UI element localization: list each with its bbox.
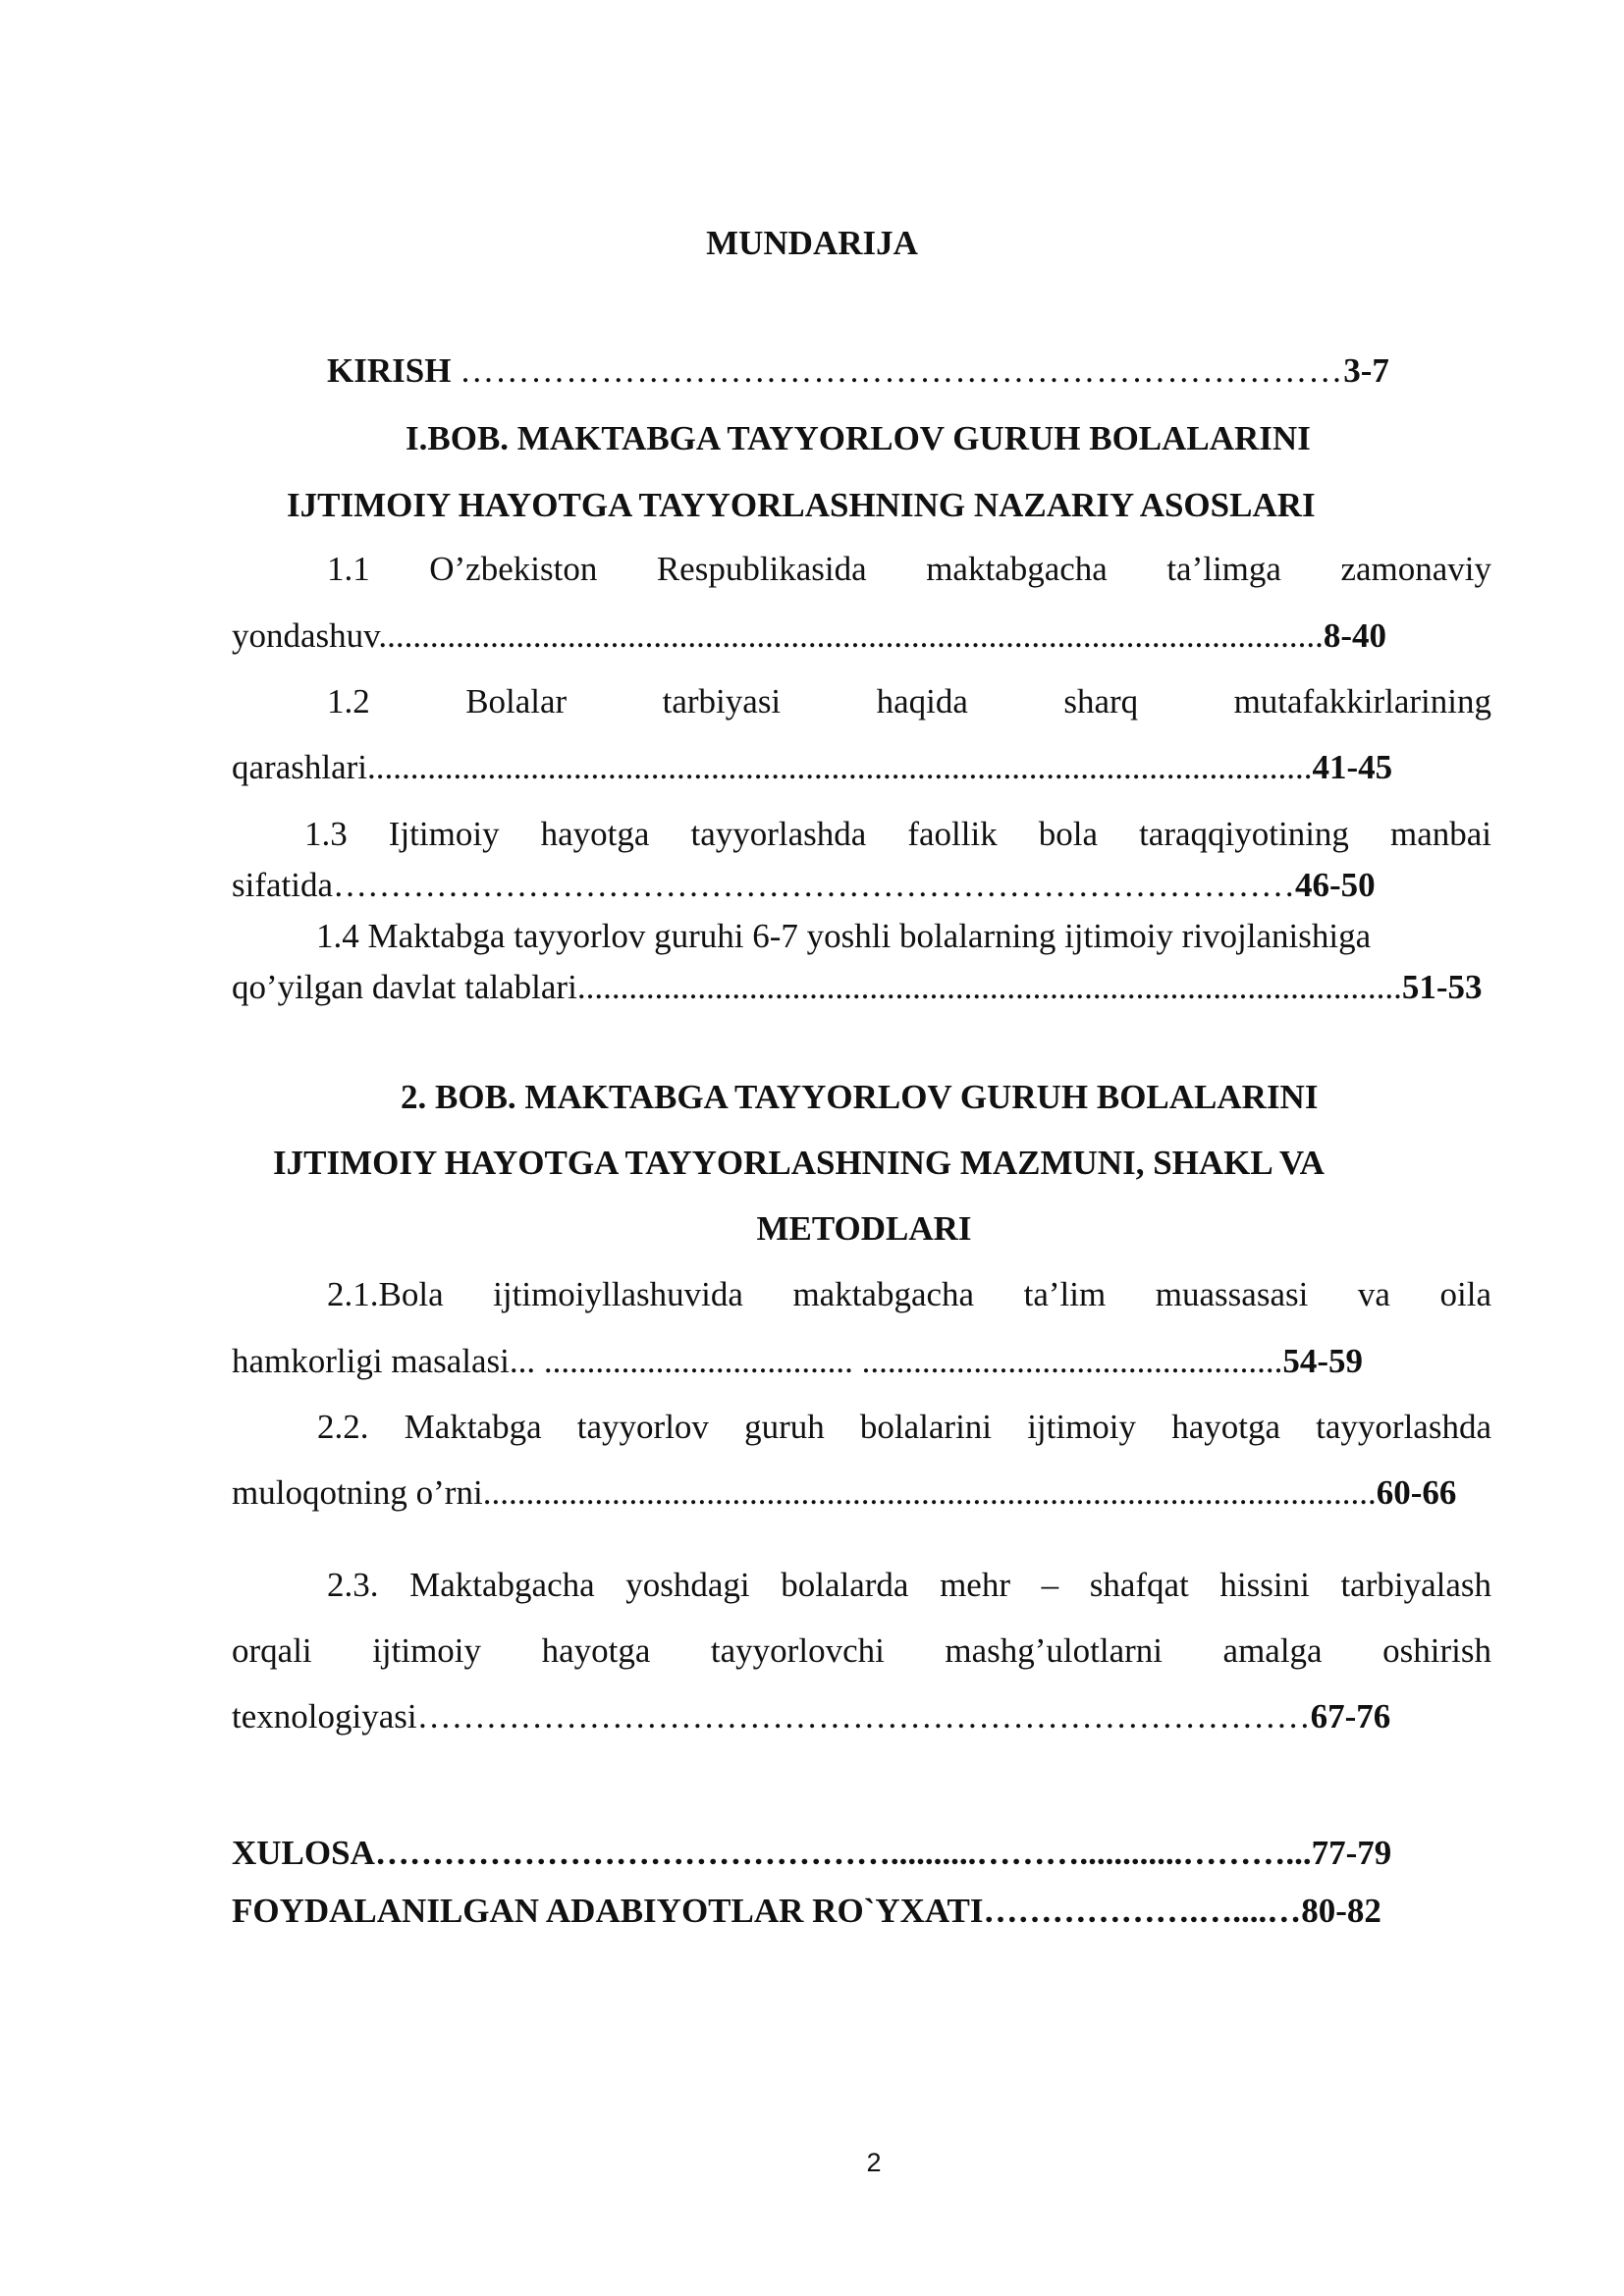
toc-item-1-2-line2[interactable]	[232, 748, 1392, 787]
leader-dots: ..............................................................................................................	[378, 616, 1324, 655]
page-range: 8-40	[1323, 616, 1387, 655]
page-range: 46-50	[1295, 866, 1376, 904]
chapter2-heading-line3: METODLARI	[756, 1209, 972, 1248]
toc-item-2-2-line2[interactable]	[232, 1473, 1456, 1513]
entry-label: muloqotning o’rni	[232, 1473, 483, 1512]
entry-label: XULOSA	[232, 1834, 375, 1872]
entry-label: hamkorligi masalasi...	[232, 1342, 536, 1380]
entry-label: KIRISH	[327, 351, 452, 390]
leader-dots: .................................... .................................................	[535, 1342, 1283, 1380]
toc-item-2-1-line2[interactable]	[232, 1342, 1363, 1381]
toc-item-1-4-line1: 1.4 Maktabga tayyorlov guruhi 6-7 yoshli bolalarning ijtimoiy rivojlanishiga	[316, 917, 1372, 955]
page-range: 67-76	[1310, 1697, 1391, 1735]
entry-label: qo’yilgan davlat talablari	[232, 968, 577, 1006]
page-range: 41-45	[1312, 748, 1393, 786]
page-range: 60-66	[1376, 1473, 1457, 1512]
toc-item-1-3-line2[interactable]	[232, 866, 1376, 905]
page-range: 51-53	[1401, 968, 1483, 1006]
toc-item-1-3-line1: 1.3 Ijtimoiy hayotga tayyorlashda faollik bola taraqqiyotining manbai	[304, 815, 1491, 853]
chapter2-heading-line1: 2. BOB. MAKTABGA TAYYORLOV GURUH BOLALARINI	[401, 1078, 1319, 1116]
page-range: 77-79	[1311, 1834, 1392, 1872]
toc-entry-references[interactable]	[232, 1892, 1381, 1931]
toc-item-1-2-line1: 1.2 Bolalar tarbiyasi haqida sharq mutafakkirlarining	[327, 682, 1491, 721]
entry-label: FOYDALANILGAN ADABIYOTLAR RO`YXATI	[232, 1892, 984, 1930]
leader-dots: ………………………………………..........………............………...	[374, 1834, 1312, 1872]
toc-item-2-3-line1: 2.3. Maktabgacha yoshdagi bolalarda mehr – shafqat hissini tarbiyalash	[327, 1566, 1491, 1604]
leader-dots: ..............................................................................................................	[366, 748, 1313, 786]
leader-dots: …………………………………………………………………………	[333, 866, 1296, 904]
page-number: 2	[866, 2148, 882, 2177]
entry-label: yondashuv	[232, 616, 379, 655]
toc-item-1-4-line2[interactable]	[232, 968, 1482, 1007]
leader-dots: ........................................................................................................	[482, 1473, 1377, 1512]
toc-item-2-3-line1b: orqali ijtimoiy hayotga tayyorlovchi mashg’ulotlarni amalga oshirish	[232, 1631, 1491, 1670]
chapter2-heading-line2: IJTIMOIY HAYOTGA TAYYORLASHNING MAZMUNI, SHAKL VA	[273, 1144, 1325, 1182]
page-range: 80-82	[1301, 1892, 1381, 1930]
toc-title: MUNDARIJA	[706, 224, 918, 262]
toc-item-1-1-line1: 1.1 O’zbekiston Respublikasida maktabgacha ta’limga zamonaviy	[327, 550, 1491, 588]
leader-dots: ……………….…....…	[983, 1892, 1302, 1930]
page-range: 54-59	[1282, 1342, 1364, 1380]
toc-item-2-3-line2[interactable]	[232, 1697, 1390, 1736]
toc-entry-conclusion[interactable]	[232, 1834, 1391, 1873]
leader-dots: …………………………………………………………………	[460, 351, 1344, 390]
chapter1-heading-line2: IJTIMOIY HAYOTGA TAYYORLASHNING NAZARIY ASOSLARI	[287, 486, 1316, 524]
entry-label: qarashlari	[232, 748, 367, 786]
toc-item-2-1-line1: 2.1.Bola ijtimoiyllashuvida maktabgacha ta’lim muassasasi va oila	[327, 1275, 1491, 1313]
toc-entry-intro[interactable]	[327, 351, 1505, 391]
entry-label: texnologiyasi	[232, 1697, 417, 1735]
entry-label: sifatida	[232, 866, 334, 904]
toc-item-1-1-line2[interactable]	[232, 616, 1386, 656]
page-range: 3-7	[1343, 351, 1389, 390]
toc-item-2-2-line1: 2.2. Maktabga tayyorlov guruh bolalarini ijtimoiy hayotga tayyorlashda	[317, 1408, 1491, 1446]
chapter1-heading-line1: I.BOB. MAKTABGA TAYYORLOV GURUH BOLALARINI	[406, 419, 1311, 457]
leader-dots: ……………………………………………………………………	[416, 1697, 1311, 1735]
leader-dots: ................................................................................................	[576, 968, 1402, 1006]
